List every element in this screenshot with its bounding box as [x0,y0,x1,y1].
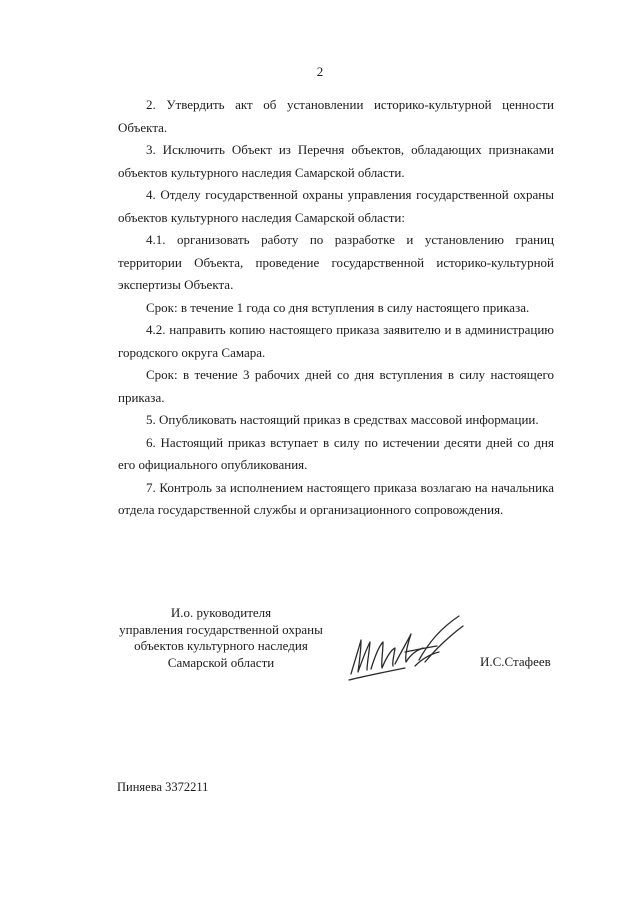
deadline-4-2: Срок: в течение 3 рабочих дней со дня вступления в силу настоящего приказа. [118,367,554,405]
signer-name: И.С.Стафеев [480,654,551,669]
paragraph-5: 5. Опубликовать настоящий приказ в средствах массовой информации. [146,412,539,427]
page-number: 2 [316,64,324,79]
paragraph-6: 6. Настоящий приказ вступает в силу по истечении десяти дней со дня его официального опубликования. [118,434,554,472]
paragraph-3: 3. Исключить Объект из Перечня объектов, обладающих признаками объектов культурного наследия Самарской области. [118,142,554,180]
paragraph-4: 4. Отделу государственной охраны управления государственной охраны объектов культурного наследия Самарской области: [118,187,554,225]
handwritten-signature [345,612,470,687]
paragraph-4-2: 4.2. направить копию настоящего приказа заявителю и в администрацию городского округа Самара. [118,322,554,360]
paragraph-7: 7. Контроль за исполнением настоящего приказа возлагаю на начальника отдела государственной службы и организационного сопровождения. [118,479,554,517]
executor-contact: Пиняева 3372211 [117,780,209,794]
position-line: Самарской области [167,654,275,670]
signatory-position [108,605,334,671]
order-body [118,94,554,522]
paragraph-2: 2. Утвердить акт об установлении историко-культурной ценности Объекта. [118,97,554,135]
position-line: И.о. руководителя [170,605,272,620]
deadline-4-1: Срок: в течение 1 года со дня вступления в силу настоящего приказа. [146,299,530,315]
position-line: объектов культурного наследия [134,638,308,653]
paragraph-4-1: 4.1. организовать работу по разработке и установлению границ территории Объекта, проведение государственной историко-культурной экспертизы Объекта. [118,232,554,292]
position-line: управления государственной охраны [119,621,323,637]
